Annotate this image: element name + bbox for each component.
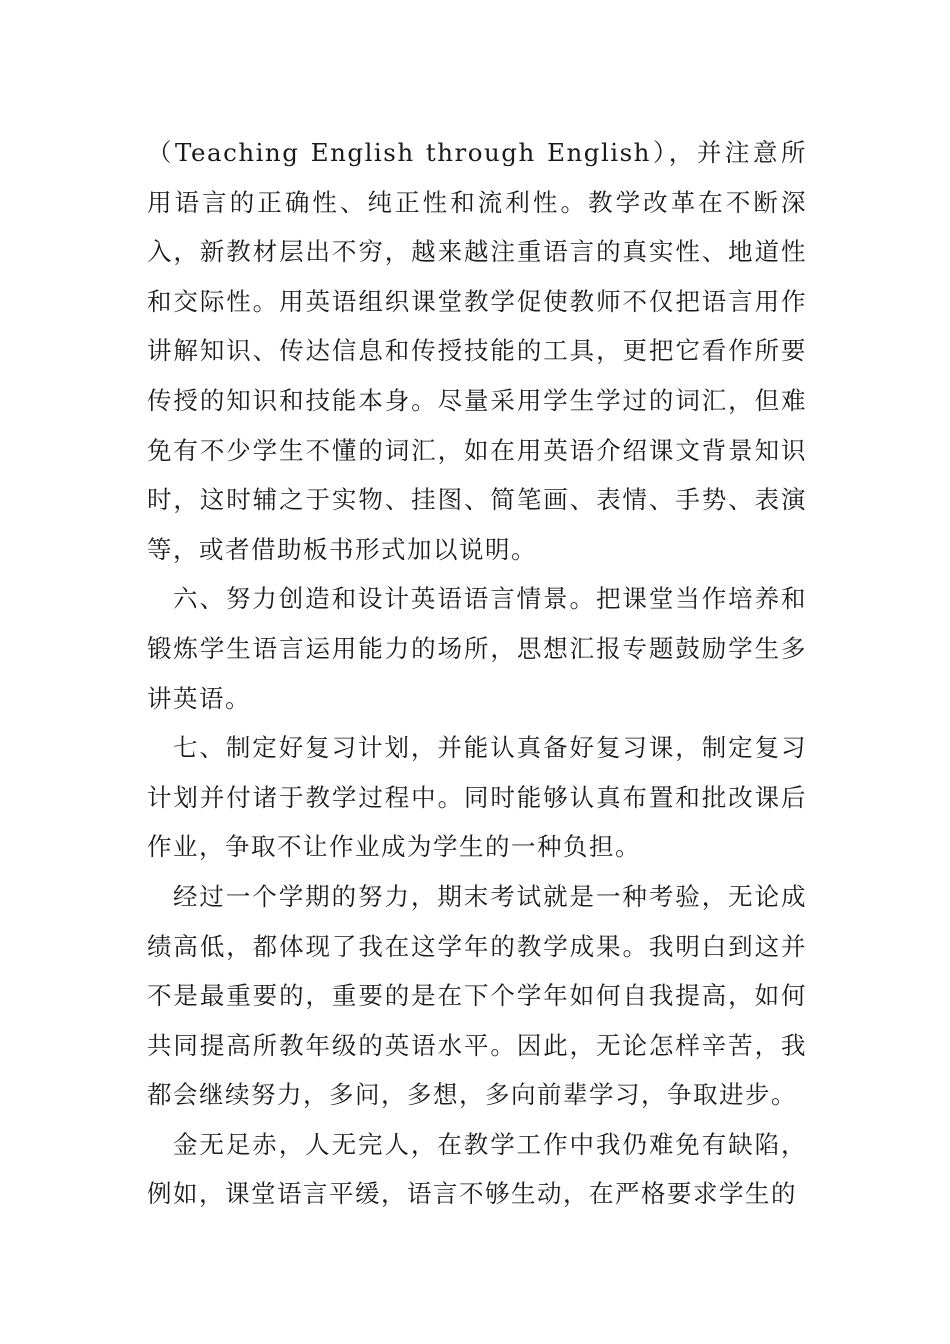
paragraph-seven-review-plan: 七、制定好复习计划，并能认真备好复习课，制定复习计划并付诸于教学过程中。同时能够认真布置和批改课后作业，争取不让作业成为学生的一种负担。 [147, 733, 807, 862]
paragraph-semester-summary: 经过一个学期的努力，期末考试就是一种考验，无论成绩高低，都体现了我在这学年的教学成果。我明白到这并不是最重要的，重要的是在下个学年如何自我提高，如何共同提高所教年级的英语水平。因此，无论怎样辛苦，我都会继续努力，多问，多想，多向前辈学习，争取进步。 [147, 881, 807, 1110]
paragraph-teaching-english: （Teaching English through English），并注意所用语言的正确性、纯正性和流利性。教学改革在不断深入，新教材层出不穷，越来越注重语言的真实性、地道性和交际性。用英语组织课堂教学促使教师不仅把语言用作讲解知识、传达信息和传授技能的工具，更把它看作所要传授的知识和技能本身。尽量采用学生学过的词汇，但难免有不少学生不懂的词汇，如在用英语介绍课文背景知识时，这时辅之于实物、挂图、简笔画、表情、手势、表演等，或者借助板书形式加以说明。 [147, 138, 807, 564]
document-body [147, 128, 807, 1219]
paragraph-six-language-situations: 六、努力创造和设计英语语言情景。把课堂当作培养和锻炼学生语言运用能力的场所，思想汇报专题鼓励学生多讲英语。 [147, 584, 807, 713]
paragraph-shortcomings: 金无足赤，人无完人，在教学工作中我仍难免有缺陷，例如，课堂语言平缓，语言不够生动，在严格要求学生的 [147, 1129, 807, 1209]
